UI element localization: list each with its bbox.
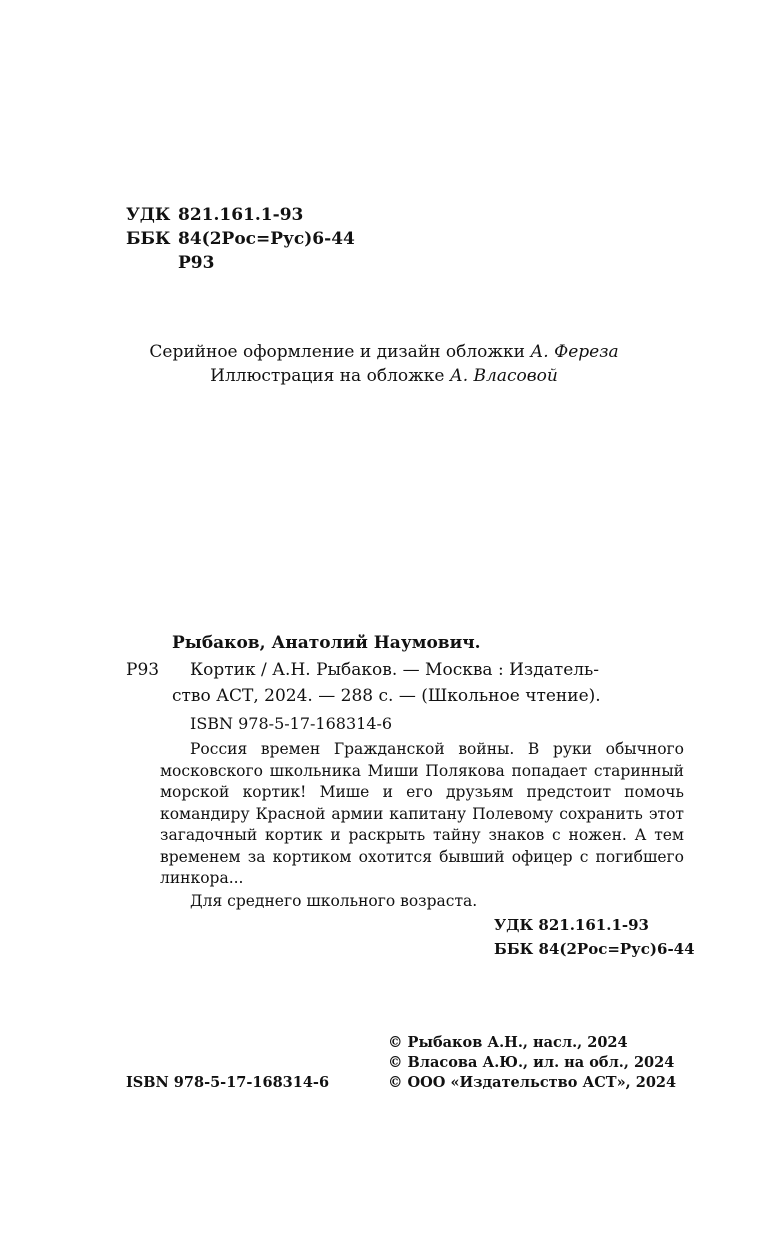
annotation-text: Россия времен Гражданской войны. В руки обычного московского школьника Миши Полякова попадает старинный морской кортик! Мише и его друзьям предстоит помочь командиру Красной армии капитану Полевому сохранить этот загадочный кортик и раскрыть тайну знаков с ножен. А тем временем за кортиком охотится бывший офицер с погибшего линкора... [160, 740, 684, 887]
illustration-credit [0, 364, 768, 388]
author-sign-line [126, 251, 355, 275]
classification-top [126, 203, 355, 275]
bbk-value: 84(2Рос=Рус)6-44 [178, 229, 355, 249]
bbk-label: ББК [126, 229, 171, 249]
bbk-line [126, 227, 355, 251]
record-udk: УДК 821.161.1-93 [494, 916, 649, 934]
design-credit-name: А. Фереза [530, 342, 619, 362]
illustration-credit-prefix: Иллюстрация на обложке [210, 366, 445, 386]
footer-isbn: ISBN 978-5-17-168314-6 [126, 1074, 330, 1091]
copyright-line: © Власова А.Ю., ил. на обл., 2024 [388, 1054, 675, 1071]
copyright-line: © ООО «Издательство АСТ», 2024 [388, 1074, 677, 1091]
record-title-line-2: ство АСТ, 2024. — 288 с. — (Школьное чтение). [172, 686, 601, 706]
illustration-credit-name: А. Власовой [449, 366, 558, 386]
copyright-line: © Рыбаков А.Н., насл., 2024 [388, 1034, 628, 1051]
record-isbn: ISBN 978-5-17-168314-6 [190, 714, 393, 733]
copyright-block [388, 1033, 676, 1093]
design-credit-prefix: Серийное оформление и дизайн обложки [149, 342, 525, 362]
record-bbk: ББК 84(2Рос=Рус)6-44 [494, 940, 695, 958]
record-author: Рыбаков, Анатолий Наумович. [172, 633, 481, 653]
design-credit [0, 340, 768, 364]
record-author-sign: Р93 [126, 660, 160, 680]
record-title-line-1: Кортик / А.Н. Рыбаков. — Москва : Издатель- [190, 660, 600, 680]
udk-value: 821.161.1-93 [178, 205, 304, 225]
record-audience: Для среднего школьного возраста. [190, 892, 478, 910]
author-sign: Р93 [178, 253, 215, 273]
udk-line [126, 203, 355, 227]
udk-label: УДК [126, 205, 171, 225]
record-annotation [160, 739, 684, 890]
